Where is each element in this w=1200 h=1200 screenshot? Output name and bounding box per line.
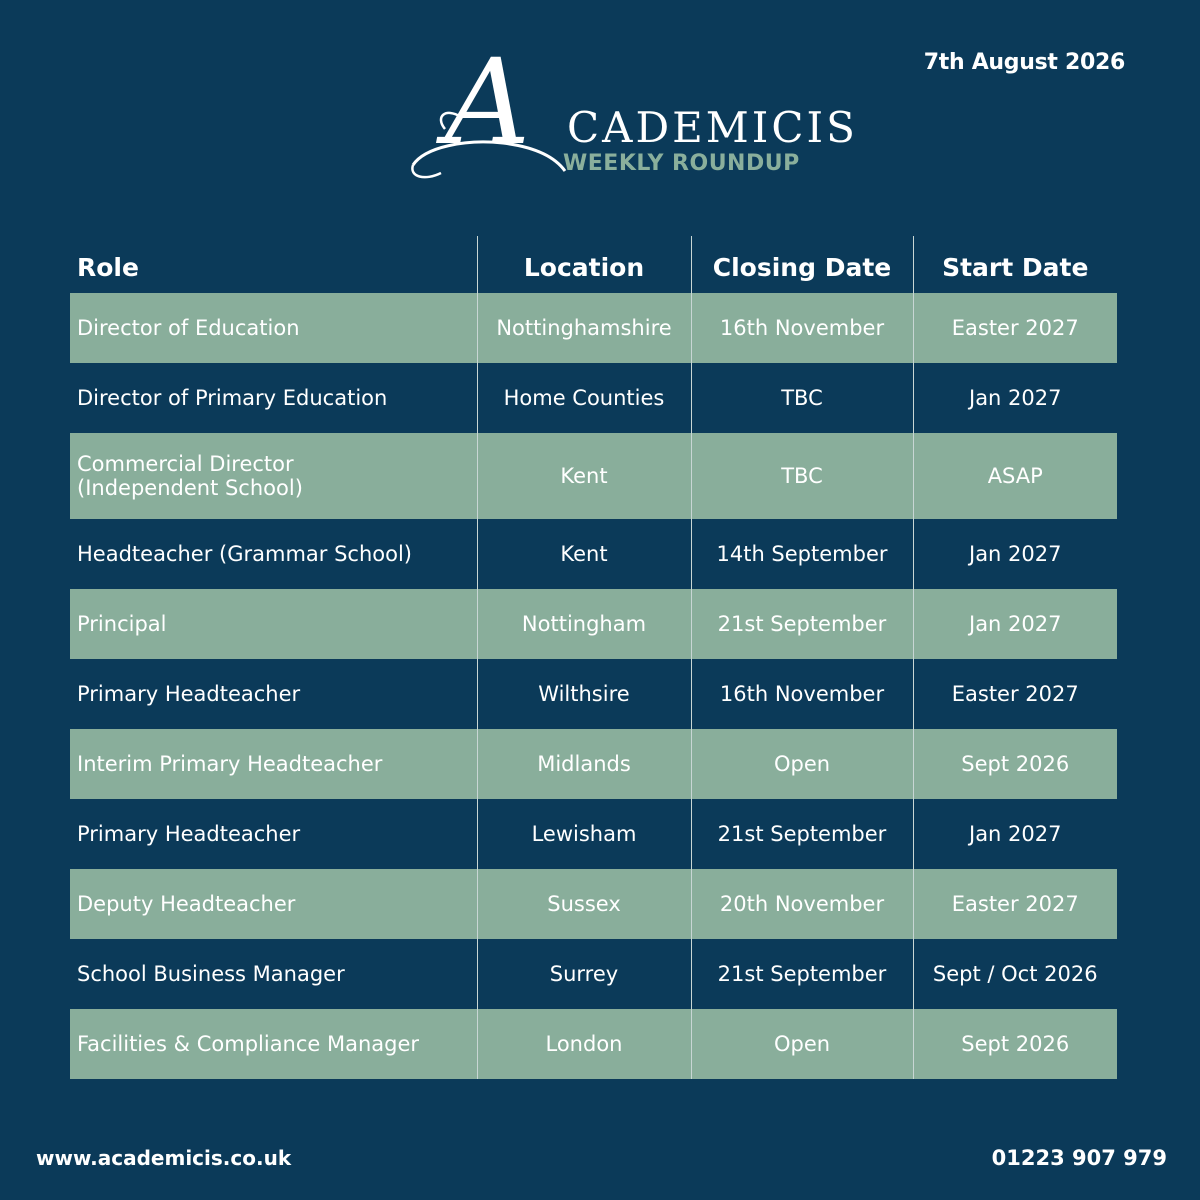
start-date-cell: Sept 2026 — [913, 1009, 1117, 1079]
role-cell: Primary Headteacher — [77, 822, 301, 846]
location-cell: Kent — [477, 433, 691, 519]
role-line-1: Commercial Director — [77, 452, 294, 476]
location-cell: Surrey — [477, 939, 691, 1009]
table-row — [70, 729, 1117, 799]
start-date-cell: Jan 2027 — [913, 799, 1117, 869]
website-link[interactable]: www.academicis.co.uk — [36, 1146, 292, 1170]
closing-date-cell: 16th November — [691, 659, 913, 729]
role-cell: Director of Education — [70, 293, 477, 363]
table-row — [70, 363, 1117, 433]
start-date-cell: Sept 2026 — [913, 729, 1117, 799]
role-cell: Director of Primary Education — [77, 386, 388, 410]
closing-date-cell: TBC — [691, 363, 913, 433]
location-cell: Nottingham — [477, 589, 691, 659]
table-row — [70, 433, 1117, 519]
location-cell: Midlands — [477, 729, 691, 799]
phone-number: 01223 907 979 — [991, 1146, 1167, 1170]
location-cell: Home Counties — [477, 363, 691, 433]
column-header-start-date: Start Date — [913, 236, 1117, 293]
location-cell: Kent — [477, 519, 691, 589]
role-cell: Facilities & Compliance Manager — [70, 1009, 477, 1079]
role-cell: Interim Primary Headteacher — [70, 729, 477, 799]
vacancies-table — [70, 236, 1117, 1079]
start-date-cell: Jan 2027 — [913, 519, 1117, 589]
roundup-date: 7th August 2026 — [923, 50, 1125, 75]
location-cell: Wilthsire — [477, 659, 691, 729]
table-row — [70, 799, 1117, 869]
table-row — [70, 869, 1117, 939]
role-line-2: (Independent School) — [77, 476, 303, 500]
closing-date-cell: 21st September — [691, 799, 913, 869]
logo-subtitle: WEEKLY ROUNDUP — [563, 151, 800, 176]
location-cell: Sussex — [477, 869, 691, 939]
closing-date-cell: 21st September — [691, 939, 913, 1009]
table-row — [70, 659, 1117, 729]
role-cell: Primary Headteacher — [77, 682, 301, 706]
start-date-cell: Easter 2027 — [913, 293, 1117, 363]
table-header-row — [70, 236, 1117, 293]
table-row — [70, 589, 1117, 659]
start-date-cell: ASAP — [913, 433, 1117, 519]
role-cell: Principal — [70, 589, 477, 659]
column-header-location: Location — [477, 236, 691, 293]
table-row — [70, 519, 1117, 589]
location-cell: Nottinghamshire — [477, 293, 691, 363]
role-cell: Headteacher (Grammar School) — [77, 542, 412, 566]
start-date-cell: Easter 2027 — [913, 659, 1117, 729]
closing-date-cell: Open — [691, 1009, 913, 1079]
column-header-closing-date: Closing Date — [691, 236, 913, 293]
role-cell: School Business Manager — [77, 962, 345, 986]
location-cell: London — [477, 1009, 691, 1079]
closing-date-cell: Open — [691, 729, 913, 799]
location-cell: Lewisham — [477, 799, 691, 869]
logo-wordmark: CADEMICIS — [567, 103, 858, 152]
start-date-cell: Easter 2027 — [913, 869, 1117, 939]
closing-date-cell: 14th September — [691, 519, 913, 589]
start-date-cell: Jan 2027 — [913, 589, 1117, 659]
table-row — [70, 1009, 1117, 1079]
role-cell: Deputy Headteacher — [70, 869, 477, 939]
start-date-cell: Jan 2027 — [913, 363, 1117, 433]
closing-date-cell: 21st September — [691, 589, 913, 659]
start-date-cell: Sept / Oct 2026 — [913, 939, 1117, 1009]
academicis-logo — [405, 33, 858, 190]
role-cell — [70, 433, 477, 519]
table-row — [70, 293, 1117, 363]
closing-date-cell: TBC — [691, 433, 913, 519]
column-header-role: Role — [77, 253, 139, 282]
closing-date-cell: 16th November — [691, 293, 913, 363]
table-row — [70, 939, 1117, 1009]
closing-date-cell: 20th November — [691, 869, 913, 939]
logo-initial: A — [445, 33, 531, 171]
